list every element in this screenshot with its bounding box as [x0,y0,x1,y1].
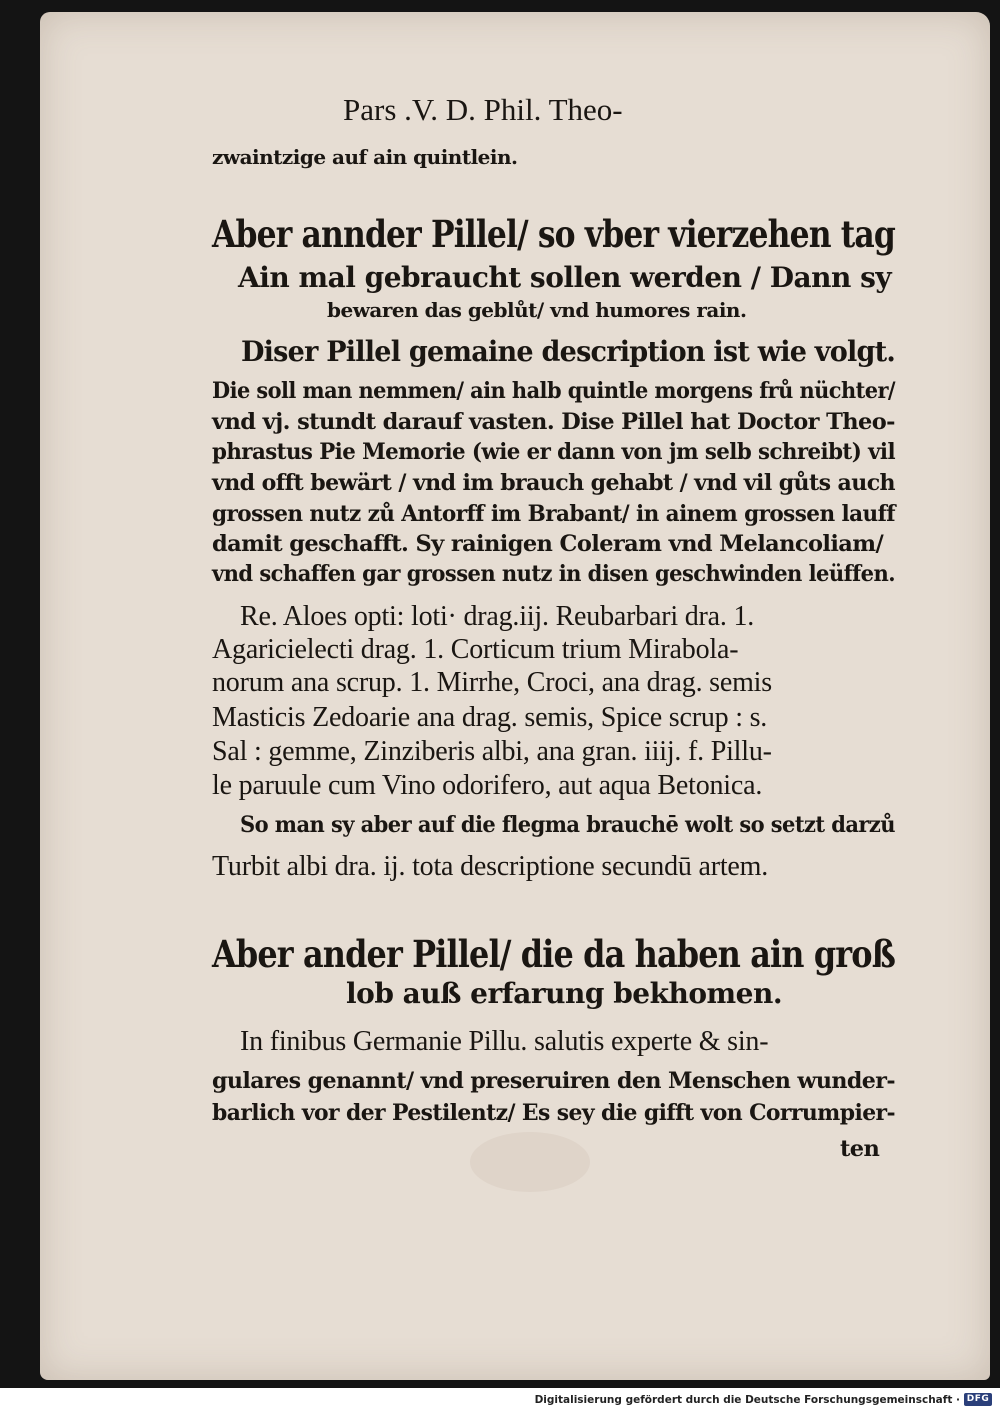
dfg-logo: DFG [964,1393,992,1406]
section2-paragraph-line: gulares genannt/ vnd preseruiren den Menschen wunder- [212,1068,895,1094]
paper-stain [470,1132,590,1192]
running-head: Pars .V. D. Phil. Theo- [343,92,623,127]
recipe-line: Re. Aloes opti: loti· drag.iij. Reubarbari dra. 1. [240,601,755,632]
recipe-line: Sal : gemme, Zinziberis albi, ana gran. iiij. f. Pillu- [212,736,772,767]
section1-heading-line: bewaren das geblůt/ vnd humores rain. [327,298,747,322]
recipe-line: Masticis Zedoarie ana drag. semis, Spice scrup : s. [212,702,768,733]
section1-paragraph-line: vnd vj. stundt darauf vasten. Dise Pillel hat Doctor Theo- [212,409,895,435]
section1-paragraph-line: grossen nutz zů Antorff im Brabant/ in ainem grossen lauff [212,501,895,527]
recipe-line: norum ana scrup. 1. Mirrhe, Croci, ana drag. semis [212,667,772,698]
section1-heading-line: Ain mal gebraucht sollen werden / Dann sy [238,261,892,294]
catchword: ten [840,1136,880,1162]
section1-paragraph-line: Die soll man nemmen/ ain halb quintle morgens frů nüchter/ [212,378,895,404]
section2-heading-line: Aber ander Pillel/ die da haben ain groß [212,932,895,976]
recipe-line: le paruule cum Vino odorifero, aut aqua Betonica. [212,770,763,801]
section1-paragraph-line: phrastus Pie Memorie (wie er dann von jm selb schreibt) vil [212,439,895,465]
section1-paragraph-line: vnd schaffen gar grossen nutz in disen geschwinden leüffen. [212,561,895,587]
section2-paragraph-line: barlich vor der Pestilentz/ Es sey die gifft von Corrumpier- [212,1100,895,1126]
funding-credit: Digitalisierung gefördert durch die Deutsche Forschungsgemeinschaft · [534,1394,960,1406]
section2-heading-line: lob auß erfarung bekhomen. [346,977,783,1010]
note-line: So man sy aber auf die flegma brauchē wolt so setzt darzů [240,812,895,838]
recipe-line: Agaricielecti drag. 1. Corticum trium Mirabola- [212,634,739,665]
section2-paragraph-line: In finibus Germanie Pillu. salutis experte & sin- [240,1026,769,1057]
section1-heading-line: Aber annder Pillel/ so vber vierzehen tag [212,212,895,256]
section1-paragraph-line: vnd offt bewärt / vnd im brauch gehabt / vnd vil gůts auch [212,470,895,496]
section1-paragraph-line: damit geschafft. Sy rainigen Coleram vnd Melancoliam/ [212,531,884,557]
note-line: Turbit albi dra. ij. tota descriptione secundū artem. [212,851,769,882]
carry-over-line: zwaintzige auf ain quintlein. [212,145,518,169]
section1-paragraph-line: Diser Pillel gemaine description ist wie volgt. [241,335,895,368]
